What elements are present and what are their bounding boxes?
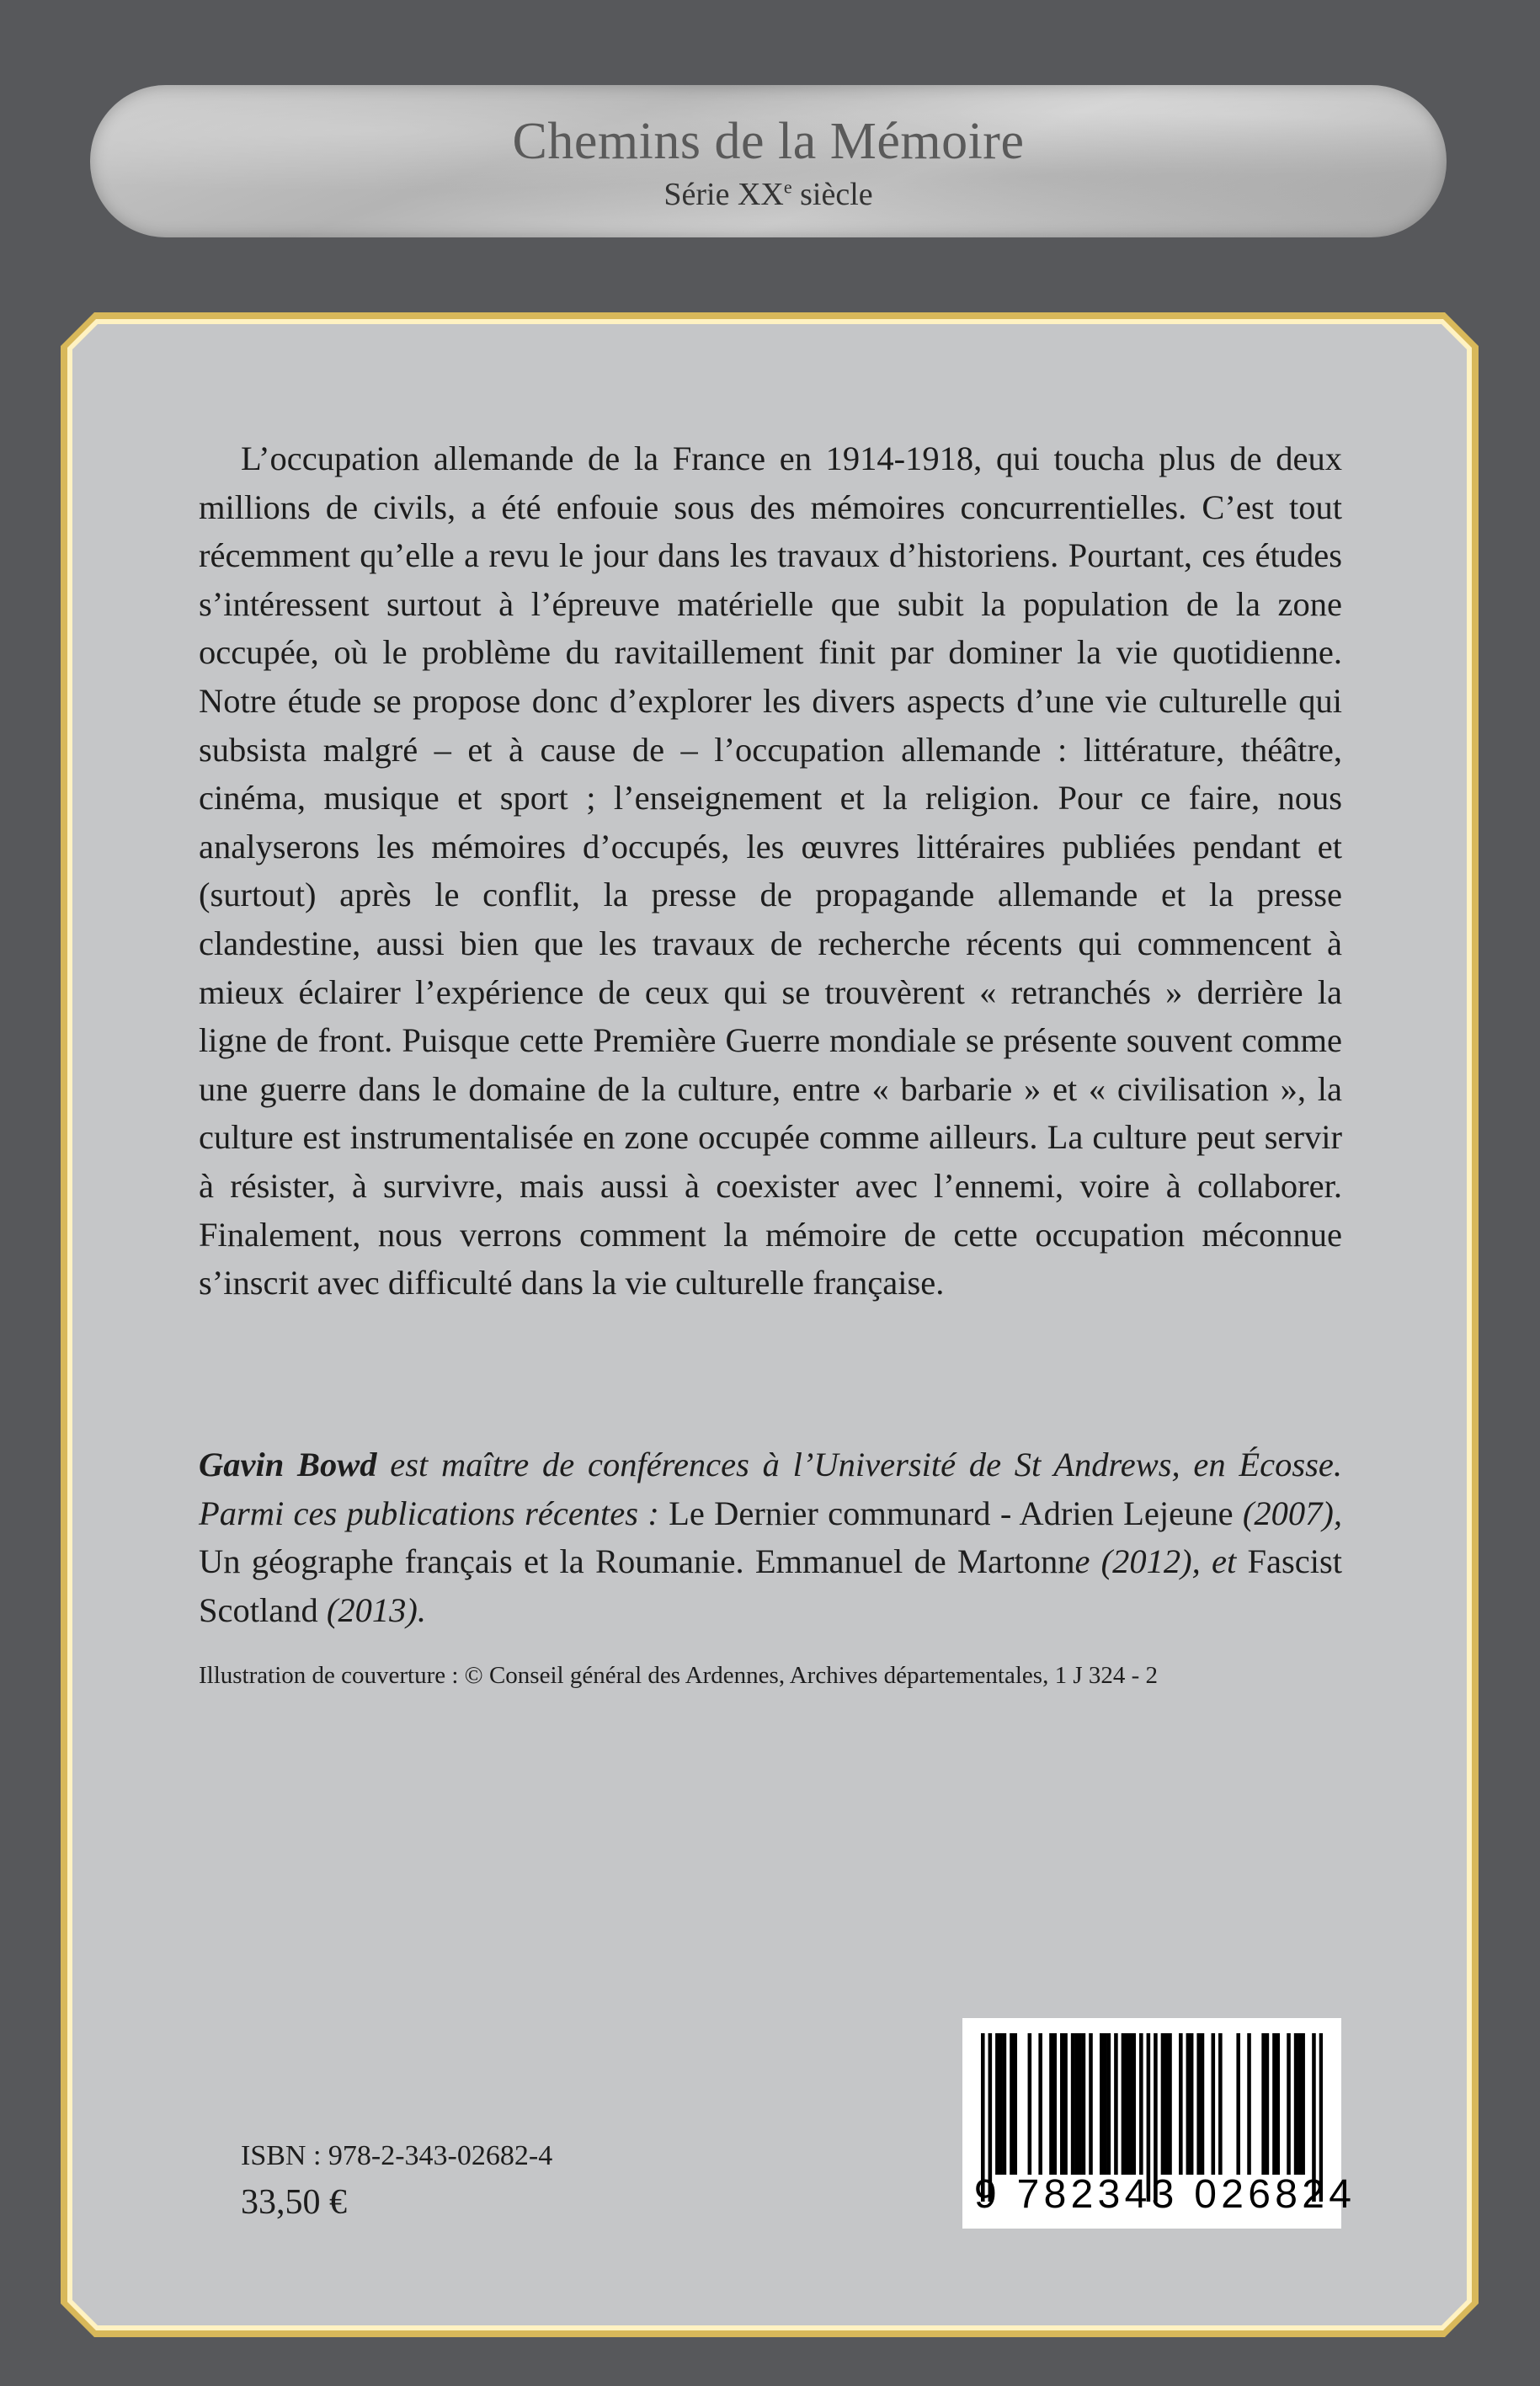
barcode-bar [1103, 2033, 1107, 2175]
barcode-bar [1107, 2033, 1111, 2175]
barcode-bar [1236, 2033, 1240, 2175]
barcode-bar [1218, 2033, 1223, 2175]
barcode-bar [1100, 2033, 1104, 2175]
barcode-bar [1049, 2033, 1053, 2175]
barcode-bar [1247, 2033, 1251, 2175]
barcode [962, 2018, 1356, 2229]
author-name: Gavin Bowd [199, 1446, 377, 1483]
barcode-bar [1161, 2033, 1165, 2175]
barcode-bar [1078, 2033, 1082, 2175]
series-subtitle: Série XXe siècle [663, 176, 873, 212]
barcode-bar [1139, 2033, 1143, 2175]
barcode-bar [1003, 2033, 1007, 2175]
barcode-bar [1028, 2033, 1032, 2175]
barcode-bar [1287, 2033, 1291, 2175]
barcode-bar [1114, 2033, 1118, 2175]
barcode-bar [1038, 2033, 1042, 2175]
isbn-label: ISBN : 978-2-343-02682-4 [241, 2140, 553, 2171]
barcode-bar [1298, 2033, 1302, 2175]
barcode-bar [1122, 2033, 1126, 2175]
barcode-bar [1301, 2033, 1305, 2175]
barcode-bar [1164, 2033, 1169, 2175]
barcode-bar [1052, 2033, 1057, 2175]
barcode-bar [1074, 2033, 1079, 2175]
book-summary: L’occupation allemande de la France en 1914-1918, qui toucha plus de deux millions de civils, a été enfouie sous des mémoires concurrentielles. C’est tout récemment qu’elle a revu le jour dans les travaux d’historiens. Pourtant, ces études s’intéressent surtout à l’épreuve matérielle que subit la population de la zone occupée, où le problème du ravitaillement finit par dominer la vie quotidienne. Notre étude se propose donc d’explorer les divers aspects d’une vie culturelle qui subsista malgré – et à cause de – l’occupation allemande : littérature, théâtre, cinéma, musique et sport ; l’enseignement et la religion. Pour ce faire, nous analyserons les mémoires d’occupés, les œuvres littéraires publiées pendant et (surtout) après le conflit, la presse de propagande allemande et la presse clandestine, aussi bien que les travaux de recherche récents qui commencent à mieux éclairer l’expérience de ceux qui se trouvèrent « retranchés » derrière la ligne de front. Puisque cette Première Guerre mondiale se présente souvent comme une guerre dans le domaine de la culture, entre « barbarie » et « civilisation », la culture est instrumentalisée en zone occupée comme ailleurs. La culture peut servir à résister, à survivre, mais aussi à coexister avec l’ennemi, voire à collaborer. Finalement, nous verrons comment la mémoire de cette occupation méconnue s’inscrit avec difficulté dans la vie culturelle française. [199, 439, 1342, 1302]
barcode-bar [1128, 2033, 1132, 2175]
barcode-bar [1168, 2033, 1172, 2175]
barcode-bar [1294, 2033, 1298, 2175]
barcode-bar [1276, 2033, 1280, 2175]
barcode-bar [1010, 2033, 1014, 2175]
price-label: 33,50 € [241, 2183, 347, 2222]
barcode-bar [1196, 2033, 1201, 2175]
barcode-bar [1132, 2033, 1136, 2175]
barcode-bar [1201, 2033, 1205, 2175]
barcode-bar [1261, 2033, 1266, 2175]
work-title: Fascist Scotland [199, 1542, 1342, 1629]
barcode-bar [1190, 2033, 1194, 2175]
work-title: Un géographe français et la Roumanie. Emmanuel de Martonn [199, 1542, 1075, 1580]
barcode-bar [1071, 2033, 1075, 2175]
barcode-bar [1272, 2033, 1276, 2175]
barcode-bar [995, 2033, 999, 2175]
author-bio: Gavin Bowd est maître de conférences à l’Université de St Andrews, en Écosse. Parmi ces publications récentes : Le Dernier communard - Adrien Lejeune (2007), Un géographe français et la Roumanie. Emmanuel de Martonne (2012), et Fascist Scotland (2013). [199, 1446, 1342, 1629]
barcode-bar [1089, 2033, 1093, 2175]
barcode-bar [1082, 2033, 1086, 2175]
barcode-bar [1179, 2033, 1183, 2175]
barcode-bar [1125, 2033, 1129, 2175]
barcode-bar [1186, 2033, 1191, 2175]
barcode-bar [1060, 2033, 1064, 2175]
cover-credit: Illustration de couverture : © Conseil général des Ardennes, Archives départementales, 1 J 324 - 2 [199, 1662, 1159, 1689]
work-title: Le Dernier communard - Adrien Lejeune [669, 1494, 1234, 1532]
barcode-digits: 9 782343 026824 [974, 2172, 1356, 2217]
barcode-bar [999, 2033, 1003, 2175]
barcode-bar [1266, 2033, 1270, 2175]
series-title: Chemins de la Mémoire [512, 113, 1025, 170]
barcode-bar [1013, 2033, 1017, 2175]
barcode-bar [1212, 2033, 1216, 2175]
series-banner [90, 85, 1447, 237]
barcode-bar [1063, 2033, 1068, 2175]
